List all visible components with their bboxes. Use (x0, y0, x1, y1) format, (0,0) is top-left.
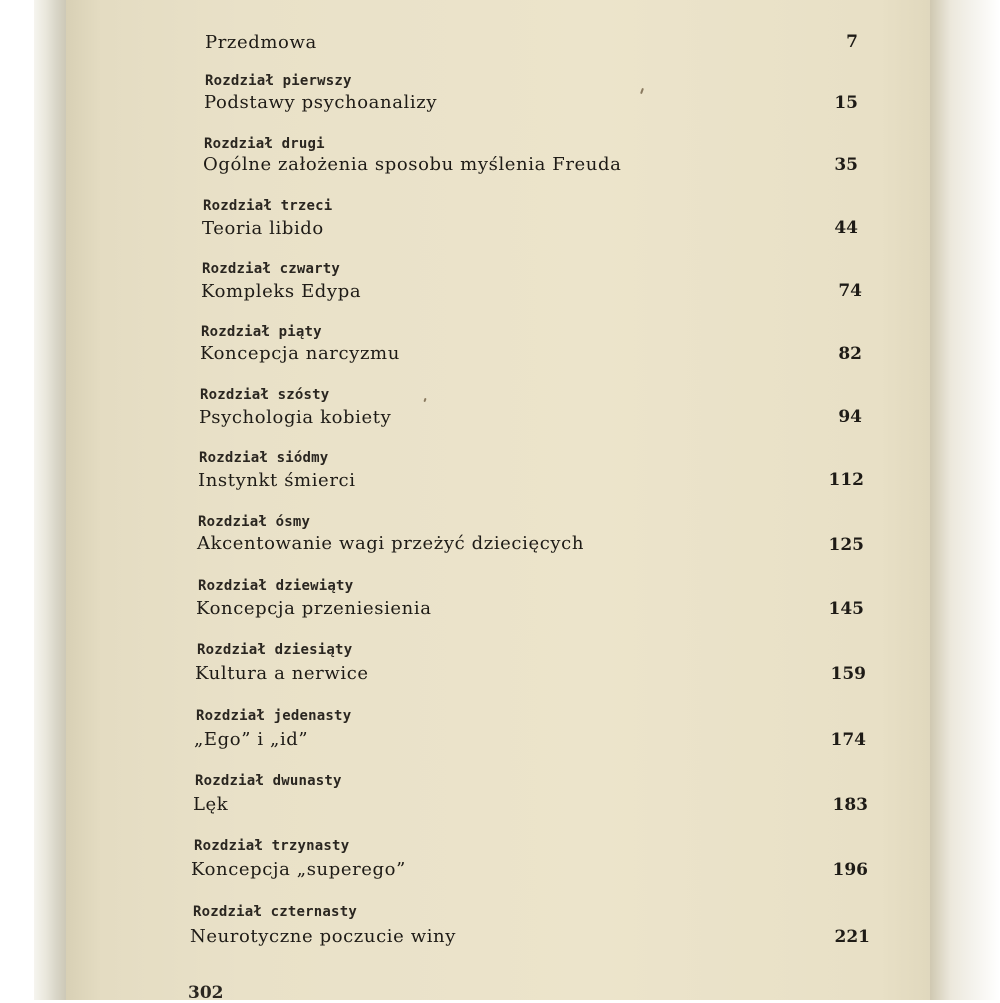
toc-entry-title: „Ego” i „id” (194, 729, 309, 750)
toc-entry-page: 94 (838, 407, 862, 427)
toc-chapter-label: Rozdział pierwszy (205, 73, 352, 89)
toc-entry-page: 7 (846, 32, 858, 52)
toc-entry-title: Podstawy psychoanalizy (204, 92, 438, 113)
toc-chapter-label: Rozdział dwunasty (195, 773, 342, 789)
toc-entry-title: Koncepcja narcyzmu (200, 343, 400, 364)
toc-chapter-label: Rozdział czternasty (193, 904, 357, 920)
toc-entry-title: Koncepcja „superego” (191, 859, 406, 880)
toc-chapter-label: Rozdział piąty (201, 324, 322, 340)
toc-entry-page: 35 (834, 155, 858, 175)
toc-entry-page: 74 (838, 281, 862, 301)
toc-entry-title: Teoria libido (202, 218, 324, 239)
toc-entry-page: 125 (828, 535, 864, 555)
toc-chapter-label: Rozdział jedenasty (196, 708, 352, 724)
toc-chapter-label: Rozdział trzeci (203, 198, 333, 214)
toc-entry-page: 174 (830, 730, 866, 750)
toc-chapter-label: Rozdział ósmy (198, 514, 311, 530)
toc-chapter-label: Rozdział drugi (204, 136, 325, 152)
toc-chapter-label: Rozdział czwarty (202, 261, 341, 277)
toc-entry-page: 145 (828, 599, 864, 619)
toc-chapter-label: Rozdział trzynasty (194, 838, 350, 854)
toc-entry-page: 221 (834, 927, 870, 947)
toc-chapter-label: Rozdział dziewiąty (198, 578, 354, 594)
toc-entry-title: Koncepcja przeniesienia (196, 598, 432, 619)
toc-entry-title: Neurotyczne poczucie winy (190, 926, 457, 947)
toc-chapter-label: Rozdział dziesiąty (197, 642, 353, 658)
toc-entry-title: Kultura a nerwice (195, 663, 369, 684)
toc-entry-title: Akcentowanie wagi przeżyć dziecięcych (197, 533, 585, 554)
toc-chapter-label: Rozdział szósty (200, 387, 330, 403)
toc-entry-page: 196 (832, 860, 868, 880)
toc-entry-title: Instynkt śmierci (198, 470, 356, 491)
toc-entry-page: 44 (834, 218, 858, 238)
toc-entry-title: Ogólne założenia sposobu myślenia Freuda (203, 154, 622, 175)
toc-entry-title: Kompleks Edypa (201, 281, 362, 302)
toc-entry-title: Psychologia kobiety (199, 407, 392, 428)
page-number: 302 (188, 983, 224, 1003)
toc-entry-page: 183 (832, 795, 868, 815)
toc-chapter-label: Rozdział siódmy (199, 450, 329, 466)
toc-entry-page: 15 (834, 93, 858, 113)
toc-entry-page: 159 (830, 664, 866, 684)
toc-entry-title: Przedmowa (205, 32, 317, 53)
toc-entry-page: 82 (838, 344, 862, 364)
toc-entry-title: Lęk (193, 794, 229, 815)
toc-entry-page: 112 (828, 470, 864, 490)
